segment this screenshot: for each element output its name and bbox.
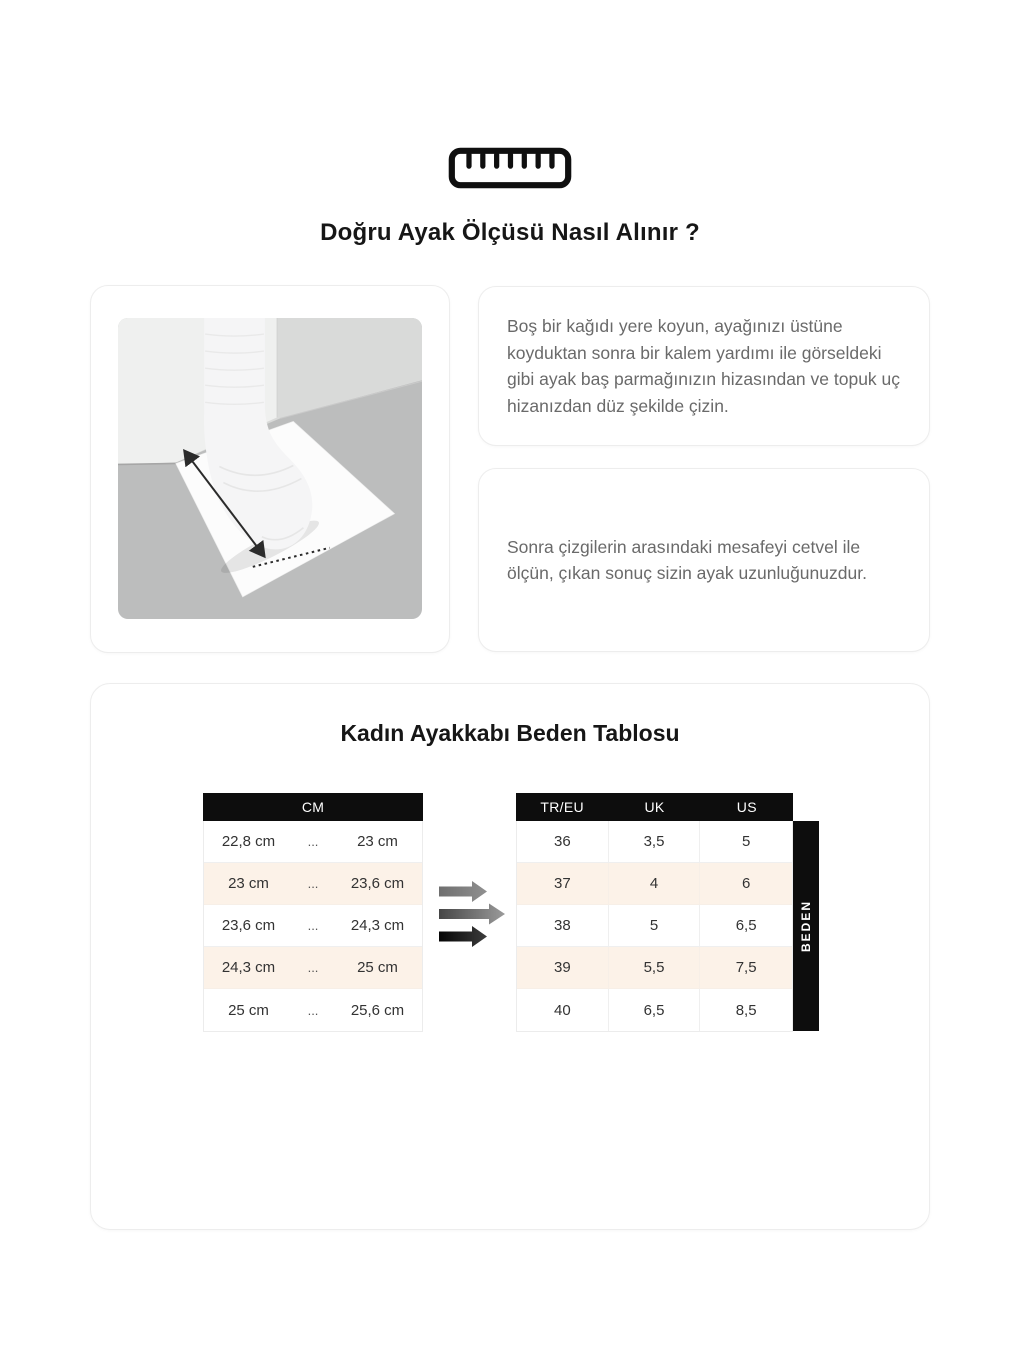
- size-cell-uk: 5,5: [609, 947, 701, 988]
- header-us: US: [736, 799, 757, 815]
- cm-table-row: [204, 947, 422, 989]
- intl-size-table-header: [516, 793, 793, 821]
- size-table-row: [517, 905, 792, 947]
- cm-range-dots: ...: [307, 876, 319, 891]
- size-cell-us: 5: [741, 833, 751, 850]
- size-cell-uk: 3,5: [609, 821, 701, 862]
- cm-range-to: 25,6 cm: [350, 1001, 405, 1019]
- cm-range-from: 22,8 cm: [221, 833, 276, 850]
- cm-range-dots: ...: [307, 834, 319, 849]
- size-cell-tr-eu: 40: [517, 989, 609, 1031]
- cm-range-from: 23 cm: [228, 875, 269, 892]
- size-cell-tr-eu: 36: [517, 821, 609, 862]
- ruler-icon-wrap: [0, 147, 1020, 194]
- size-cell-tr-eu: 39: [517, 947, 609, 988]
- size-chart-title: Kadın Ayakkabı Beden Tablosu: [340, 720, 680, 746]
- cm-table-header: CM: [203, 793, 423, 821]
- size-chart-card: [90, 683, 930, 1230]
- cm-table: [203, 793, 423, 1032]
- cm-range-to: 23,6 cm: [350, 875, 405, 892]
- instruction-step-1-text: Boş bir kağıdı yere koyun, ayağınızı üstüne koyduktan sonra bir kalem yardımı ile görseldeki gibi ayak baş parmağınızın hizasından ve topuk uç hizanızdan düz şekilde çizin.: [507, 316, 901, 416]
- size-cell-tr-eu: 37: [517, 863, 609, 904]
- measurement-photo-card: [90, 285, 450, 653]
- size-cell-uk: 4: [609, 863, 701, 904]
- size-table-row: [517, 863, 792, 905]
- size-cell-uk: 5: [609, 905, 701, 946]
- size-table-row: [517, 989, 792, 1031]
- instruction-step-2: [478, 468, 930, 652]
- cm-range-from: 25 cm: [228, 1001, 269, 1019]
- cm-range-dots: ...: [307, 1002, 319, 1018]
- cm-range-dots: ...: [307, 960, 319, 975]
- cm-range-dots: ...: [307, 918, 319, 933]
- size-cell-tr-eu: 38: [517, 905, 609, 946]
- cm-table-row: [204, 905, 422, 947]
- size-table-row: [517, 947, 792, 989]
- header-uk: UK: [644, 799, 665, 815]
- cm-range-from: 24,3 cm: [221, 959, 276, 976]
- cm-range-from: 23,6 cm: [221, 917, 276, 934]
- cm-table-row: [204, 821, 422, 863]
- instruction-step-2-text: Sonra çizgilerin arasındaki mesafeyi cetvel ile ölçün, çıkan sonuç sizin ayak uzunluğunuzdur.: [507, 536, 867, 583]
- intl-size-table: [516, 793, 793, 1032]
- cm-range-to: 23 cm: [357, 833, 398, 850]
- header-tr-eu: TR/EU: [540, 799, 584, 815]
- page-title: Doğru Ayak Ölçüsü Nasıl Alınır ?: [320, 219, 700, 246]
- mapping-arrows-icon: [439, 880, 505, 948]
- size-cell-us: 7,5: [735, 959, 757, 976]
- size-table-row: [517, 821, 792, 863]
- intl-size-table-body: [516, 821, 793, 1032]
- cm-range-to: 25 cm: [357, 959, 398, 976]
- foot-measurement-photo: [118, 318, 422, 619]
- size-cell-us: 8,5: [735, 1001, 757, 1019]
- cm-table-body: [203, 821, 423, 1032]
- cm-table-row: [204, 989, 422, 1031]
- beden-side-label-text: BEDEN: [799, 899, 813, 952]
- size-cell-uk: 6,5: [609, 989, 701, 1031]
- instruction-step-1: [478, 286, 930, 446]
- cm-table-row: [204, 863, 422, 905]
- cm-range-to: 24,3 cm: [350, 917, 405, 934]
- ruler-icon: [448, 147, 572, 189]
- beden-side-label: [793, 821, 819, 1031]
- size-cell-us: 6: [741, 875, 751, 892]
- size-cell-us: 6,5: [735, 917, 757, 934]
